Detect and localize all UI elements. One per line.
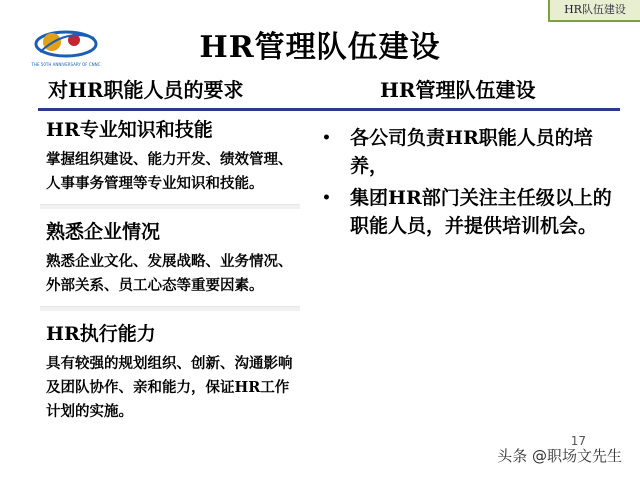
svg-text:THE 50TH ANNIVERSARY OF CNNC: THE 50TH ANNIVERSARY OF CNNC	[31, 62, 101, 67]
section-body: 掌握组织建设、能力开发、绩效管理、人事事务管理等专业知识和技能。	[46, 151, 293, 192]
bullet-dot-icon: •	[322, 190, 331, 206]
requirements-column	[40, 115, 300, 432]
bullet-text: 集团HR部门关注主任级以上的职能人员，并提供培训机会。	[350, 187, 612, 237]
bullet-text: 各公司负责HR职能人员的培养，	[350, 127, 593, 177]
section-body: 具有较强的规划组织、创新、沟通影响及团队协作、亲和能力，保证HR工作计划的实施。	[46, 355, 293, 420]
page-title: HR管理队伍建设	[199, 30, 441, 65]
header-divider	[38, 108, 620, 111]
section-separator	[40, 204, 300, 209]
section-title: HR专业知识和技能	[46, 119, 213, 141]
section-title: HR执行能力	[46, 323, 156, 345]
team-building-column	[322, 124, 612, 244]
section-title: 熟悉企业情况	[46, 221, 161, 243]
section-tag: HR队伍建设	[548, 0, 640, 22]
right-column-header: HR管理队伍建设	[380, 78, 536, 102]
watermark-text: 头条 @职场文先生	[497, 447, 622, 465]
bullet-item	[322, 124, 612, 180]
page-number: 17	[570, 434, 586, 448]
left-column-header: 对HR职能人员的要求	[48, 78, 244, 102]
bullet-dot-icon: •	[322, 130, 331, 146]
section-body: 熟悉企业文化、发展战略、业务情况、外部关系、员工心态等重要因素。	[46, 253, 293, 294]
bullet-item	[322, 184, 612, 240]
section-separator	[40, 306, 300, 311]
